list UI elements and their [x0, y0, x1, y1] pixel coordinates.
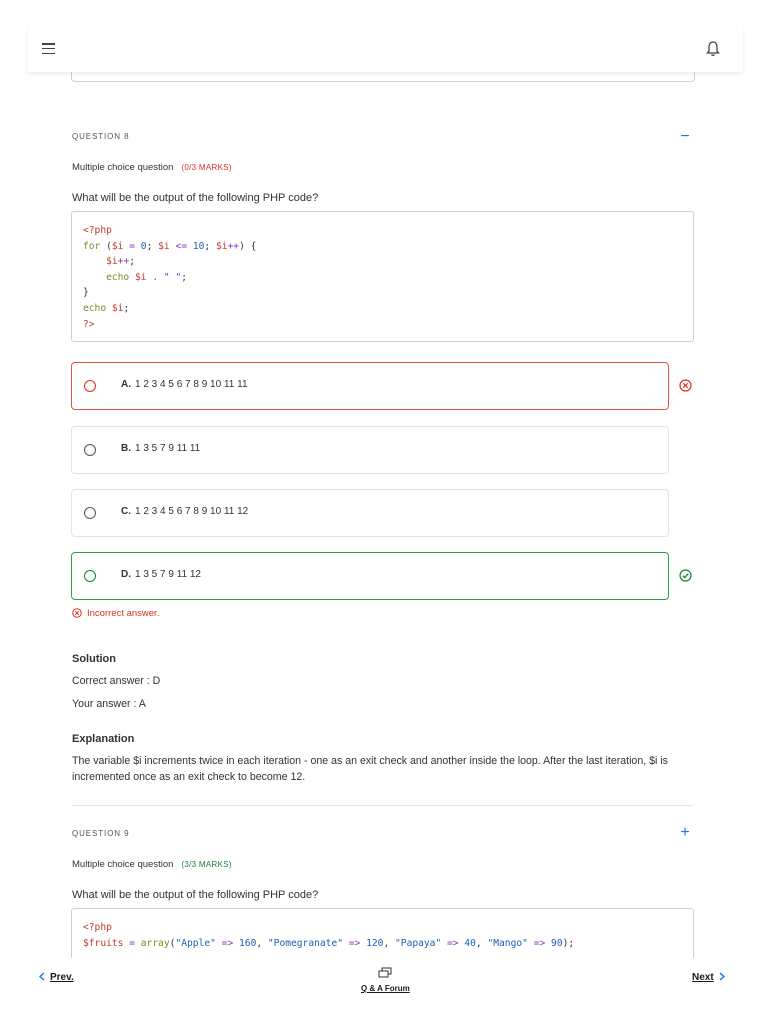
x-circle-icon: [72, 608, 82, 618]
feedback-text: Incorrect answer.: [87, 608, 160, 619]
question-type-label: Multiple choice question: [72, 162, 174, 173]
explanation-heading: Explanation: [72, 733, 135, 745]
option-c[interactable]: [71, 489, 669, 537]
option-text: B. 1 3 5 7 9 11 11: [121, 443, 201, 454]
marks-badge: (3/3 MARKS): [181, 860, 232, 869]
code-block: [71, 211, 694, 342]
x-circle-icon: [679, 379, 692, 392]
next-link[interactable]: [692, 972, 726, 983]
bell-icon[interactable]: [705, 40, 721, 58]
radio-button[interactable]: [84, 444, 96, 456]
bottom-nav: [0, 958, 768, 1000]
correct-answer-text: Correct answer : D: [72, 675, 161, 687]
option-d[interactable]: [71, 552, 669, 600]
option-a[interactable]: [71, 362, 669, 410]
code-content: <?php for ($i = 0; $i <= 10; $i++) { $i++; echo $i . " "; } echo $i; ?>: [83, 225, 257, 330]
question-label: QUESTION 8: [72, 132, 130, 141]
radio-button[interactable]: [84, 570, 96, 582]
chevron-right-icon: [718, 972, 726, 981]
answer-feedback: [72, 608, 159, 619]
radio-button[interactable]: [84, 380, 96, 392]
option-text: A. 1 2 3 4 5 6 7 8 9 10 11 11: [121, 379, 248, 390]
explanation-text: The variable $i increments twice in each iteration - one as an exit check and another inside the loop. After the last iteration, $i is incremented once as an exit check to become 12.: [72, 755, 668, 783]
question-type-label: Multiple choice question: [72, 859, 174, 870]
menu-icon[interactable]: [42, 43, 55, 54]
option-b[interactable]: [71, 426, 669, 474]
forum-link[interactable]: [361, 966, 410, 993]
code-content: <?php $fruits = array("Apple" => 160, "Pomegranate" => 120, "Papaya" => 40, "Mango" => 90);: [83, 922, 575, 949]
marks-badge: (0/3 MARKS): [181, 163, 232, 172]
question-type: [72, 859, 232, 870]
next-label: Next: [692, 972, 714, 983]
collapse-icon[interactable]: −: [680, 128, 690, 145]
top-bar: [28, 26, 743, 72]
your-answer-text: Your answer : A: [72, 698, 146, 710]
prev-link[interactable]: [38, 972, 74, 983]
expand-icon[interactable]: +: [680, 824, 690, 841]
chevron-left-icon: [38, 972, 46, 981]
prev-label: Prev.: [50, 972, 74, 983]
option-text: C. 1 2 3 4 5 6 7 8 9 10 11 12: [121, 506, 249, 517]
option-text: D. 1 3 5 7 9 11 12: [121, 569, 201, 580]
question-label: QUESTION 9: [72, 829, 130, 838]
radio-button[interactable]: [84, 507, 96, 519]
question-type: [72, 162, 232, 173]
check-circle-icon: [679, 569, 692, 582]
forum-label: Q & A Forum: [361, 984, 410, 993]
question-text: What will be the output of the following PHP code?: [72, 192, 319, 204]
solution-heading: Solution: [72, 653, 116, 665]
question-text: What will be the output of the following PHP code?: [72, 889, 319, 901]
divider: [71, 805, 693, 806]
forum-icon: [378, 967, 392, 979]
